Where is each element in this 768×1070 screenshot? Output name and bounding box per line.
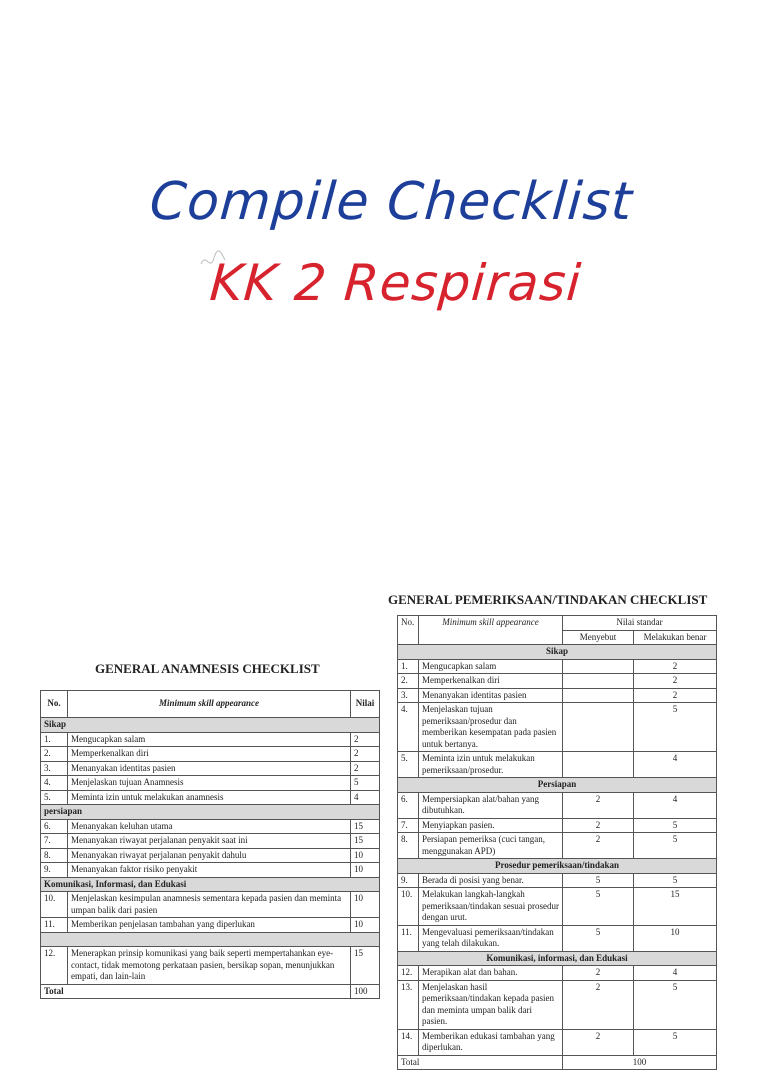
row-menyebut: 2 (563, 966, 634, 981)
row-melakukan: 4 (634, 966, 717, 981)
row-menyebut: 5 (563, 873, 634, 888)
table-row (398, 980, 717, 1029)
row-value: 10 (351, 848, 380, 863)
row-skill: Meminta izin untuk melakukan pemeriksaan/prosedur. (419, 752, 563, 778)
row-skill: Menjelaskan kesimpulan anamnesis sementara kepada pasien dan meminta umpan balik dari pasien (68, 892, 351, 918)
total-row (398, 1055, 717, 1070)
table-row (398, 818, 717, 833)
row-skill: Menjelaskan tujuan pemeriksaan/prosedur dan memberikan kesempatan pada pasien untuk bertanya. (419, 703, 563, 752)
row-value: 10 (351, 892, 380, 918)
table-row (398, 966, 717, 981)
row-skill: Menanyakan riwayat perjalanan penyakit saat ini (68, 834, 351, 849)
row-skill: Mengucapkan salam (419, 659, 563, 674)
row-skill: Menerapkan prinsip komunikasi yang baik seperti mempertahankan eye-contact, tidak memotong perkataan pasien, bersikap sopan, menunjukkan empati, dan lain-lain (68, 947, 351, 985)
row-menyebut: 2 (563, 833, 634, 859)
row-no: 9. (398, 873, 419, 888)
row-skill: Memperkenalkan diri (419, 674, 563, 689)
row-skill: Merapikan alat dan bahan. (419, 966, 563, 981)
row-value: 15 (351, 947, 380, 985)
total-label: Total (41, 984, 351, 999)
row-skill: Menjelaskan tujuan Anamnesis (68, 776, 351, 791)
row-skill: Memperkenalkan diri (68, 747, 351, 762)
section-row (41, 877, 380, 892)
row-melakukan: 10 (634, 925, 717, 951)
row-value: 10 (351, 918, 380, 933)
section-row (41, 718, 380, 733)
row-menyebut (563, 674, 634, 689)
table-row (41, 747, 380, 762)
total-value: 100 (351, 984, 380, 999)
row-no: 4. (398, 703, 419, 752)
col-skill: Minimum skill appearance (68, 691, 351, 718)
table-row (398, 659, 717, 674)
row-skill: Menyiapkan pasien. (419, 818, 563, 833)
row-skill: Menanyakan faktor risiko penyakit (68, 863, 351, 878)
row-no: 1. (398, 659, 419, 674)
row-no: 11. (398, 925, 419, 951)
row-menyebut: 5 (563, 925, 634, 951)
table-row (41, 761, 380, 776)
row-no: 10. (41, 892, 68, 918)
table-row (41, 732, 380, 747)
row-no: 5. (41, 790, 68, 805)
row-value: 2 (351, 732, 380, 747)
row-skill: Menanyakan keluhan utama (68, 819, 351, 834)
section-label (41, 932, 380, 947)
table-row (41, 834, 380, 849)
row-menyebut: 2 (563, 818, 634, 833)
section-row (41, 932, 380, 947)
row-no: 12. (398, 966, 419, 981)
section-row (398, 859, 717, 874)
row-no: 7. (398, 818, 419, 833)
row-melakukan: 2 (634, 674, 717, 689)
row-melakukan: 5 (634, 873, 717, 888)
row-no: 12. (41, 947, 68, 985)
table-row (398, 1029, 717, 1055)
row-no: 10. (398, 888, 419, 926)
section-row (398, 778, 717, 793)
section-label: Komunikasi, Informasi, dan Edukasi (41, 877, 380, 892)
row-skill: Mempersiapkan alat/bahan yang dibutuhkan. (419, 792, 563, 818)
row-skill: Memberikan edukasi tambahan yang diperlukan. (419, 1029, 563, 1055)
handwritten-title: Compile Checklist (147, 172, 635, 232)
table-row (398, 873, 717, 888)
section-label: Sikap (41, 718, 380, 733)
anamnesis-title: GENERAL ANAMNESIS CHECKLIST (95, 661, 320, 676)
table-row (398, 792, 717, 818)
row-melakukan: 5 (634, 980, 717, 1029)
row-melakukan: 4 (634, 752, 717, 778)
col-melakukan: Melakukan benar (634, 630, 717, 645)
row-menyebut: 5 (563, 888, 634, 926)
table-row (398, 925, 717, 951)
table-row (41, 776, 380, 791)
row-no: 8. (41, 848, 68, 863)
row-menyebut: 2 (563, 980, 634, 1029)
row-menyebut (563, 659, 634, 674)
table-row (41, 918, 380, 933)
col-skill: Minimum skill appearance (419, 616, 563, 645)
row-melakukan: 5 (634, 818, 717, 833)
row-no: 4. (41, 776, 68, 791)
col-group: Nilai standar (563, 616, 717, 631)
exam-table (397, 615, 717, 1070)
row-menyebut: 2 (563, 792, 634, 818)
row-skill: Persiapan pemeriksa (cuci tangan, menggunakan APD) (419, 833, 563, 859)
row-melakukan: 5 (634, 1029, 717, 1055)
row-skill: Mengevaluasi pemeriksaan/tindakan yang telah dilakukan. (419, 925, 563, 951)
section-label: Sikap (398, 645, 717, 660)
row-melakukan: 2 (634, 659, 717, 674)
col-menyebut: Menyebut (563, 630, 634, 645)
table-row (41, 863, 380, 878)
row-skill: Menanyakan identitas pasien (68, 761, 351, 776)
table-row (41, 790, 380, 805)
row-no: 3. (398, 688, 419, 703)
row-menyebut (563, 752, 634, 778)
row-skill: Menanyakan riwayat perjalanan penyakit dahulu (68, 848, 351, 863)
total-row (41, 984, 380, 999)
row-no: 6. (41, 819, 68, 834)
table-row (398, 703, 717, 752)
row-melakukan: 4 (634, 792, 717, 818)
table-row (41, 947, 380, 985)
section-label: Prosedur pemeriksaan/tindakan (398, 859, 717, 874)
row-skill: Menjelaskan hasil pemeriksaan/tindakan kepada pasien dan meminta umpan balik dari pasien. (419, 980, 563, 1029)
row-skill: Menanyakan identitas pasien (419, 688, 563, 703)
table-row (398, 888, 717, 926)
row-skill: Mengucapkan salam (68, 732, 351, 747)
row-no: 14. (398, 1029, 419, 1055)
section-row (398, 951, 717, 966)
row-no: 5. (398, 752, 419, 778)
section-label: Persiapan (398, 778, 717, 793)
table-row (41, 892, 380, 918)
table-row (398, 688, 717, 703)
row-melakukan: 15 (634, 888, 717, 926)
handwritten-subtitle: KK 2 Respirasi (207, 254, 584, 312)
row-melakukan: 5 (634, 703, 717, 752)
section-label: Komunikasi, informasi, dan Edukasi (398, 951, 717, 966)
row-value: 2 (351, 761, 380, 776)
row-value: 15 (351, 819, 380, 834)
section-label: persiapan (41, 805, 380, 820)
row-menyebut (563, 688, 634, 703)
total-value: 100 (563, 1055, 717, 1070)
col-no: No. (398, 616, 419, 645)
total-label: Total (398, 1055, 563, 1070)
row-no: 3. (41, 761, 68, 776)
row-no: 2. (41, 747, 68, 762)
table-row (398, 833, 717, 859)
anamnesis-table (40, 690, 380, 999)
row-melakukan: 2 (634, 688, 717, 703)
row-no: 9. (41, 863, 68, 878)
row-value: 4 (351, 790, 380, 805)
row-skill: Berada di posisi yang benar. (419, 873, 563, 888)
row-menyebut: 2 (563, 1029, 634, 1055)
row-no: 6. (398, 792, 419, 818)
table-row (398, 752, 717, 778)
row-no: 1. (41, 732, 68, 747)
row-value: 15 (351, 834, 380, 849)
section-row (41, 805, 380, 820)
row-value: 2 (351, 747, 380, 762)
exam-title: GENERAL PEMERIKSAAN/TINDAKAN CHECKLIST (388, 592, 708, 607)
table-row (41, 819, 380, 834)
row-melakukan: 5 (634, 833, 717, 859)
row-no: 7. (41, 834, 68, 849)
row-menyebut (563, 703, 634, 752)
row-no: 2. (398, 674, 419, 689)
row-skill: Memberikan penjelasan tambahan yang diperlukan (68, 918, 351, 933)
row-no: 11. (41, 918, 68, 933)
row-skill: Meminta izin untuk melakukan anamnesis (68, 790, 351, 805)
row-value: 5 (351, 776, 380, 791)
row-skill: Melakukan langkah-langkah pemeriksaan/tindakan sesuai prosedur dengan urut. (419, 888, 563, 926)
row-no: 13. (398, 980, 419, 1029)
table-row (398, 674, 717, 689)
col-no: No. (41, 691, 68, 718)
table-row (41, 848, 380, 863)
row-value: 10 (351, 863, 380, 878)
section-row (398, 645, 717, 660)
row-no: 8. (398, 833, 419, 859)
col-value: Nilai (351, 691, 380, 718)
